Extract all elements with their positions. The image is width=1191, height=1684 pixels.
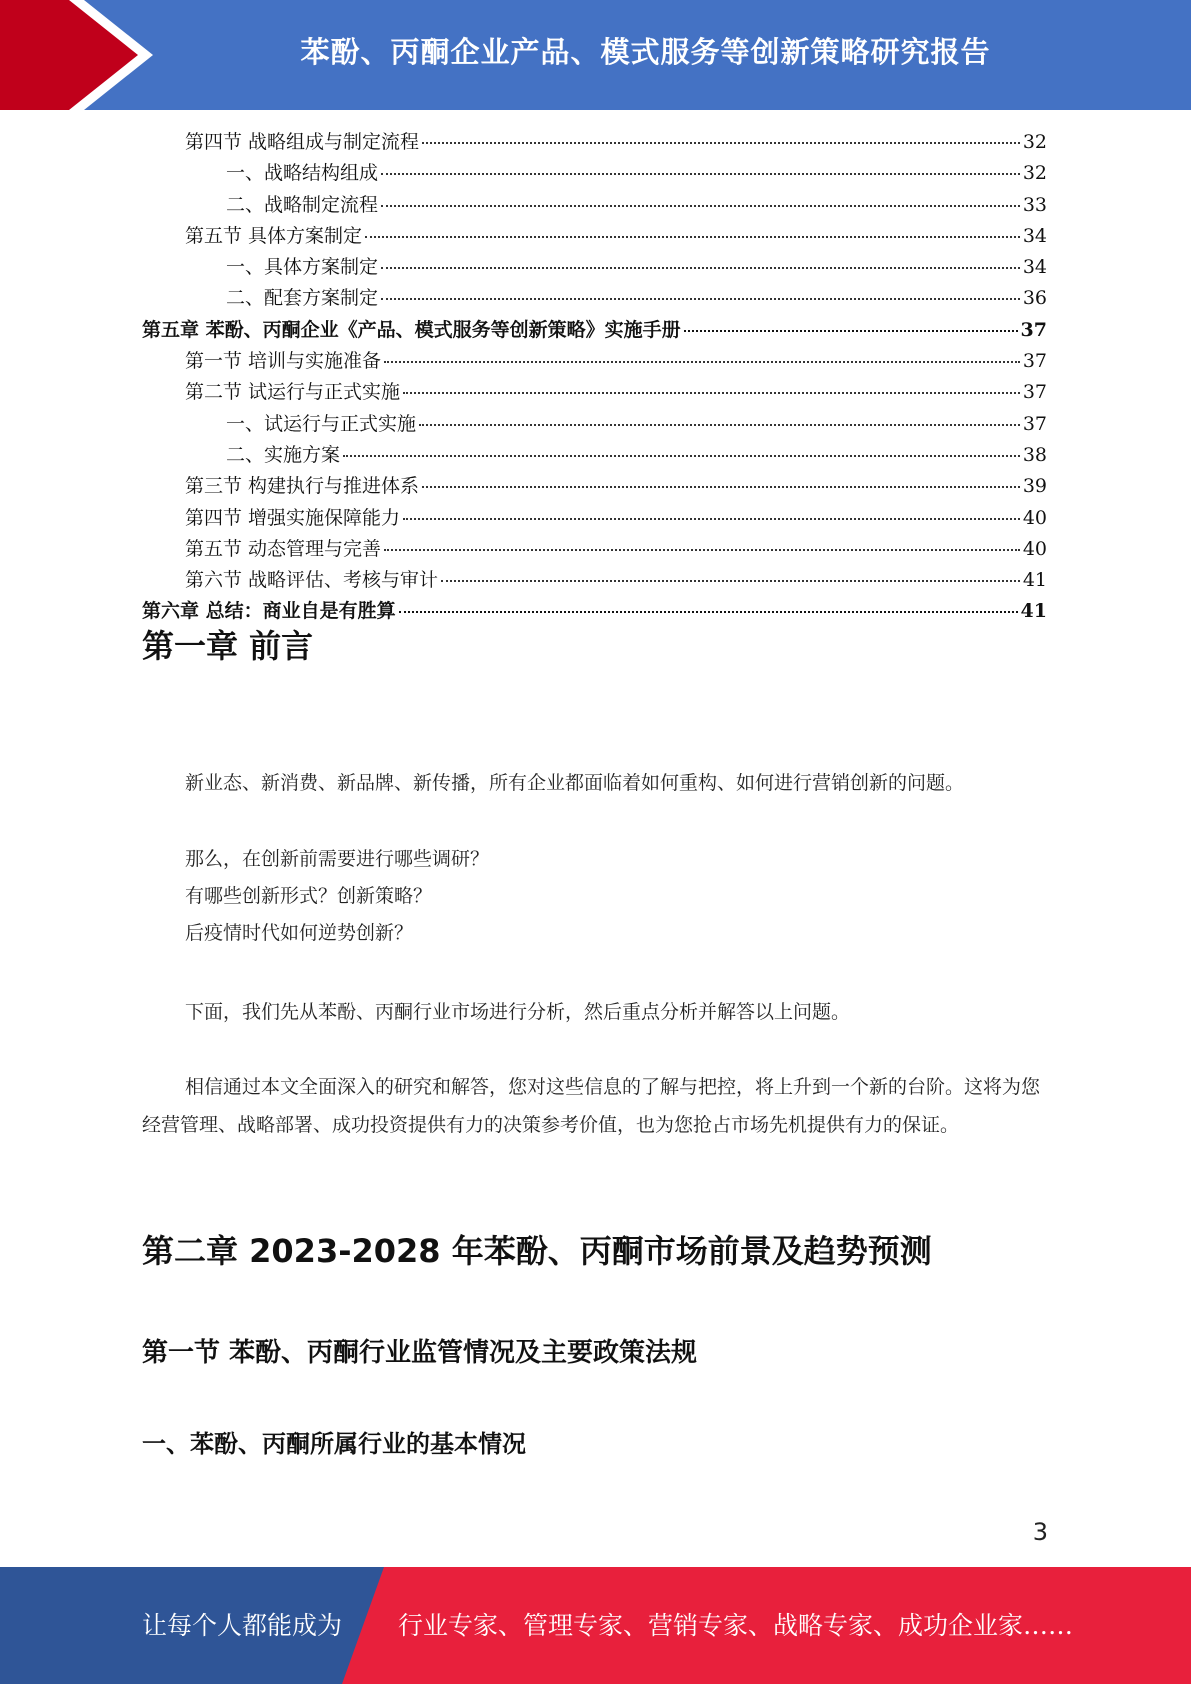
- toc-entry-page: 34: [1022, 224, 1047, 247]
- toc-entry-page: 40: [1022, 506, 1047, 529]
- question-forms: 有哪些创新形式？创新策略？: [185, 885, 433, 907]
- toc-dot-leader: [403, 392, 1020, 394]
- toc-dot-leader: [684, 330, 1018, 332]
- footer-slogan-right: 行业专家、管理专家、营销专家、战略专家、成功企业家……: [398, 1611, 1074, 1640]
- table-of-contents: [142, 127, 1047, 628]
- toc-dot-leader: [381, 267, 1020, 269]
- toc-dot-leader: [381, 205, 1020, 207]
- toc-entry[interactable]: [142, 252, 1047, 283]
- toc-dot-leader: [441, 580, 1020, 582]
- toc-entry[interactable]: [142, 377, 1047, 408]
- toc-entry-label: 第三节 构建执行与推进体系: [185, 475, 420, 498]
- toc-entry[interactable]: [142, 471, 1047, 502]
- toc-dot-leader: [381, 173, 1020, 175]
- toc-entry[interactable]: [142, 221, 1047, 252]
- toc-entry-page: 32: [1022, 131, 1047, 153]
- toc-entry-label: 第六节 战略评估、考核与审计: [185, 569, 439, 592]
- toc-entry[interactable]: [142, 158, 1047, 189]
- toc-entry-label: 一、战略结构组成: [226, 162, 379, 185]
- red-arrow-decoration: [0, 0, 150, 110]
- toc-entry-label: 第四节 战略组成与制定流程: [185, 131, 420, 153]
- toc-entry-page: 36: [1022, 287, 1047, 310]
- page-header: [0, 0, 1191, 110]
- toc-entry[interactable]: [142, 503, 1047, 534]
- toc-entry[interactable]: [142, 315, 1047, 346]
- analysis-paragraph: 下面，我们先从苯酚、丙酮行业市场进行分析，然后重点分析并解答以上问题。: [185, 1001, 851, 1023]
- toc-dot-leader: [422, 486, 1020, 488]
- toc-entry-page: 41: [1020, 600, 1047, 623]
- report-title: 苯酚、丙酮企业产品、模式服务等创新策略研究报告: [300, 35, 991, 69]
- toc-entry-page: 37: [1022, 381, 1047, 404]
- toc-entry[interactable]: [142, 534, 1047, 565]
- toc-entry[interactable]: [142, 565, 1047, 596]
- toc-entry-label: 第五节 动态管理与完善: [185, 537, 382, 560]
- toc-entry-label: 一、具体方案制定: [226, 256, 379, 279]
- toc-entry-label: 二、配套方案制定: [226, 287, 379, 310]
- chapter-2-heading: 第二章 2023-2028 年苯酚、丙酮市场前景及趋势预测: [142, 1232, 932, 1270]
- toc-entry-label: 第四节 增强实施保障能力: [185, 506, 401, 529]
- toc-entry-page: 34: [1022, 256, 1047, 279]
- toc-entry-label: 二、实施方案: [226, 443, 341, 466]
- toc-dot-leader: [343, 455, 1020, 457]
- toc-entry-page: 33: [1022, 193, 1047, 216]
- toc-dot-leader: [384, 549, 1020, 551]
- toc-dot-leader: [419, 424, 1020, 426]
- toc-entry-page: 37: [1022, 412, 1047, 435]
- toc-entry-page: 37: [1020, 318, 1047, 341]
- toc-entry-label: 一、试运行与正式实施: [226, 412, 417, 435]
- toc-dot-leader: [381, 298, 1020, 300]
- page-number: 3: [1032, 1518, 1048, 1546]
- toc-dot-leader: [399, 611, 1018, 613]
- toc-entry[interactable]: [142, 127, 1047, 158]
- toc-entry-label: 第五节 具体方案制定: [185, 224, 363, 247]
- toc-entry-page: 41: [1022, 569, 1047, 592]
- toc-entry-page: 40: [1022, 537, 1047, 560]
- toc-entry-label: 第六章 总结：商业自是有胜算: [142, 600, 396, 623]
- toc-entry-page: 37: [1022, 350, 1047, 373]
- toc-dot-leader: [365, 236, 1020, 238]
- toc-entry-label: 第一节 培训与实施准备: [185, 350, 382, 373]
- toc-entry-page: 38: [1022, 443, 1047, 466]
- toc-dot-leader: [422, 142, 1020, 144]
- toc-entry[interactable]: [142, 190, 1047, 221]
- toc-dot-leader: [384, 361, 1020, 363]
- page-footer: [0, 1567, 1191, 1684]
- toc-entry[interactable]: [142, 283, 1047, 314]
- intro-paragraph: 新业态、新消费、新品牌、新传播，所有企业都面临着如何重构、如何进行营销创新的问题。: [185, 772, 965, 794]
- toc-entry-label: 二、战略制定流程: [226, 193, 379, 216]
- toc-entry[interactable]: [142, 346, 1047, 377]
- toc-entry[interactable]: [142, 409, 1047, 440]
- subsection-1-heading: 一、苯酚、丙酮所属行业的基本情况: [142, 1430, 526, 1458]
- footer-slogan-left: 让每个人都能成为: [142, 1611, 343, 1640]
- toc-entry-page: 32: [1022, 162, 1047, 185]
- toc-entry-label: 第五章 苯酚、丙酮企业《产品、模式服务等创新策略》实施手册: [142, 318, 681, 341]
- section-1-heading: 第一节 苯酚、丙酮行业监管情况及主要政策法规: [142, 1338, 698, 1368]
- toc-entry[interactable]: [142, 440, 1047, 471]
- conclusion-paragraph: 相信通过本文全面深入的研究和解答，您对这些信息的了解与把控，将上升到一个新的台阶。这将为您经营管理、战略部署、成功投资提供有力的决策参考价值，也为您抢占市场先机提供有力的保证。: [142, 1076, 1041, 1136]
- chapter-1-heading: 第一章 前言: [142, 627, 314, 665]
- toc-dot-leader: [403, 518, 1020, 520]
- question-research: 那么，在创新前需要进行哪些调研？: [185, 848, 490, 870]
- toc-entry-page: 39: [1022, 475, 1047, 498]
- toc-entry-label: 第二节 试运行与正式实施: [185, 381, 401, 404]
- question-post-pandemic: 后疫情时代如何逆势创新？: [185, 922, 414, 944]
